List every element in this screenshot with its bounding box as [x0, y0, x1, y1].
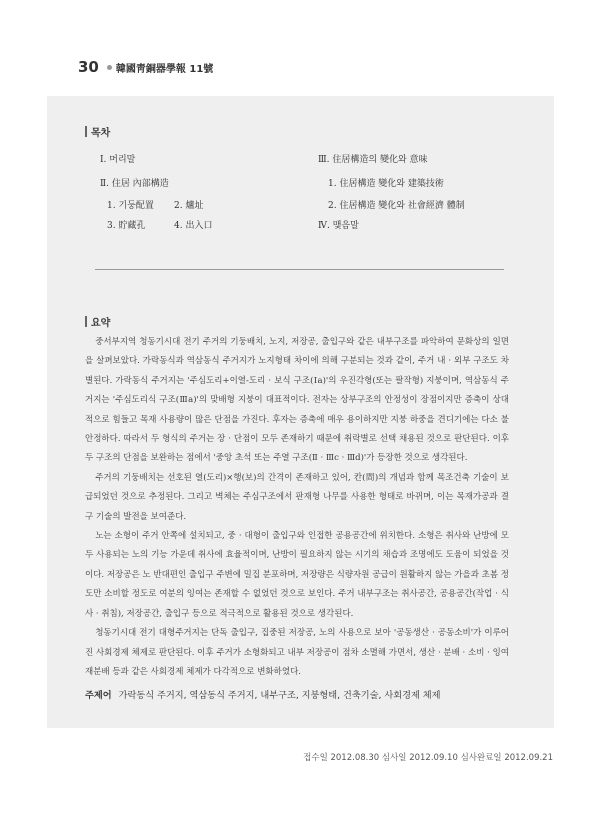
toc-heading: 목차	[85, 124, 110, 139]
toc-item: 4. 出入口	[174, 221, 213, 231]
section-bar-icon	[85, 126, 87, 137]
toc-item: Ⅰ. 머리말	[100, 155, 136, 165]
page-number: 30	[78, 58, 99, 76]
abstract-paragraph: 주거의 기둥배치는 선호된 열(도리)×행(보)의 간격이 존재하고 있어, 칸(間)의 개념과 함께 목조건축 기술이 보급되었던 것으로 추정된다. 그리고 벽체는 주심구조에서 판재형 나무를 사용한 형태로 바뀌며, 이는 목재가공과 결구 기술의 발전을 보여준다.	[85, 472, 509, 522]
toc-item: Ⅱ. 住居 內部構造	[100, 179, 169, 189]
abstract-paragraph: 청동기시대 전기 대형주거지는 단독 출입구, 집중된 저장공, 노의 사용으로 보아 '공동생산 · 공동소비'가 이루어진 사회경제 체제로 판단된다. 이후 주거가 소형화되고 내부 저장공이 점차 소멸해 가면서, 생산 · 분배 · 소비 · 잉여 재분배 등과 같은 사회경제 체제가 다각적으로 변화하였다.	[85, 628, 509, 677]
toc-item: 2. 爐址	[174, 201, 204, 211]
journal-title: 韓國靑銅器學報 11號	[115, 64, 214, 75]
keywords	[85, 687, 441, 701]
content-panel	[47, 96, 554, 728]
toc-item: 3. 貯藏孔	[107, 221, 146, 231]
bullet-icon	[107, 65, 112, 70]
toc-item: 1. 기둥配置	[107, 201, 154, 211]
keywords-label: 주제어	[85, 690, 112, 701]
section-bar-icon	[85, 316, 87, 327]
abstract-body	[85, 333, 509, 682]
toc-item: 1. 住居構造 變化와 建築技術	[328, 179, 444, 189]
running-header	[78, 58, 213, 78]
abstract-heading: 요약	[85, 314, 110, 329]
abstract-paragraph: 노는 소형이 주거 안쪽에 설치되고, 중 · 대형이 출입구와 인접한 공용공간에 위치한다. 소형은 취사와 난방에 모두 사용되는 노의 기능 가운데 취사에 효율적이며, 난방이 필요하지 않는 시기의 채습과 조명에도 도움이 되었을 것이다. 저장공은 노 반대편인 출입구 주변에 밀집 분포하며, 저장량은 식량자원 공급이 원활하지 않는 가을과 초봄 정도만 소비할 정도로 여분의 잉여는 존재할 수 없었던 것으로 보인다. 주거 내부구조는 취사공간, 공용공간(작업 · 식사 · 취침), 저장공간, 출입구 등으로 적극적으로 활용된 것으로 생각된다.	[85, 531, 509, 619]
toc-item: Ⅳ. 맺음말	[318, 221, 359, 231]
abstract-paragraph: 중서부지역 청동기시대 전기 주거의 기둥배치, 노지, 저장공, 출입구와 같은 내부구조를 파악하여 문화상의 일면을 살펴보았다. 가락동식과 역삼동식 주거지가 노지형태 차이에 의해 구분되는 것과 같이, 주거 내 · 외부 구조도 차별된다. 가락동식 주거지는 '주심도리+이열-도리 · 보식 구조(Ⅰa)'의 우진각형(또는 팔작형) 지붕이며, 역삼동식 주거지는 '주심도리식 구조(Ⅲa)'의 맞배형 지붕이 대표적이다. 전자는 상부구조의 안정성이 장점이지만 증축이 상대적으로 힘들고 목재 사용량이 많은 단점을 가진다. 후자는 증축에 매우 용이하지만 지붕 하중을 견디기에는 다소 불안정하다. 따라서 두 형식의 주거는 장 · 단점이 모두 존재하기 때문에 취락별로 선택 채용된 것으로 판단된다. 이후 두 구조의 단점을 보완하는 점에서 '중앙 초석 또는 주열 구조(Ⅱ · Ⅲc · Ⅲd)'가 등장한 것으로 생각된다.	[85, 337, 509, 464]
received-dates: 접수일 2012.08.30 심사일 2012.09.10 심사완료일 2012.09.21	[303, 753, 553, 763]
toc-item: 2. 住居構造 變化와 社會經濟 體制	[328, 201, 465, 211]
toc-item: Ⅲ. 住居構造의 變化와 意味	[318, 155, 428, 165]
section-divider	[95, 269, 504, 270]
keywords-text: 가락동식 주거지, 역삼동식 주거지, 내부구조, 지붕형태, 건축기술, 사회경제 체제	[118, 690, 441, 701]
